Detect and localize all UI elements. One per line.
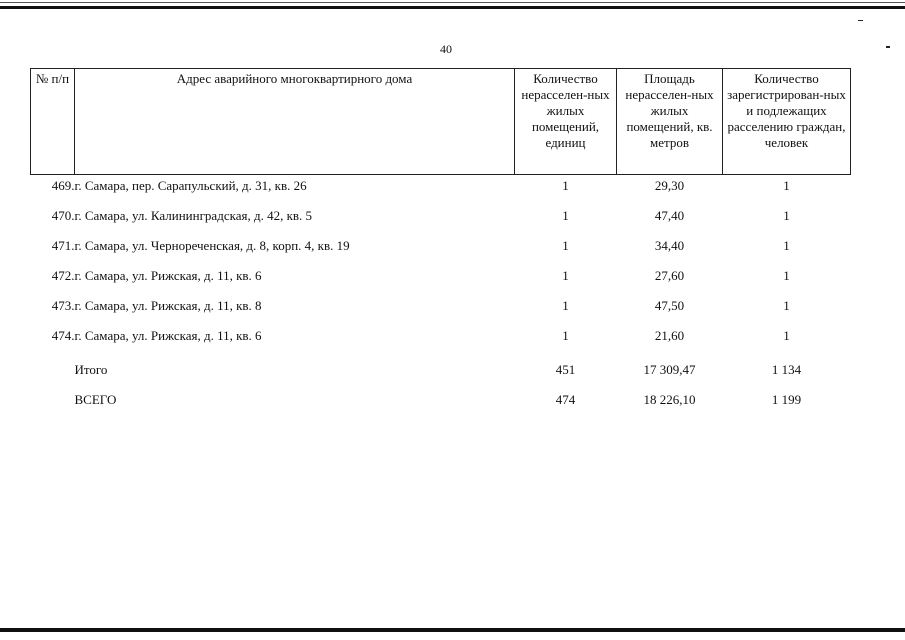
row-unit-count: 1 bbox=[562, 297, 569, 313]
row-address: г. Самара, ул. Калининградская, д. 42, кв. 5 bbox=[74, 207, 313, 223]
header-unit-count: Количество нерасселен-ных жилых помещений, единиц bbox=[515, 69, 617, 175]
row-area: 21,60 bbox=[654, 327, 685, 343]
table-row bbox=[31, 175, 851, 205]
scan-top-border bbox=[0, 6, 905, 9]
row-residents: 1 bbox=[783, 267, 790, 283]
header-area: Площадь нерасселен-ных жилых помещений, кв. метров bbox=[617, 69, 723, 175]
grand-total-row bbox=[31, 385, 851, 415]
row-area: 47,50 bbox=[654, 297, 685, 313]
table-row bbox=[31, 325, 851, 355]
grand-total-unit-count: 474 bbox=[555, 391, 576, 407]
grand-total-label: ВСЕГО bbox=[74, 391, 117, 407]
row-number: 473. bbox=[51, 297, 75, 313]
grand-total-area: 18 226,10 bbox=[643, 391, 696, 407]
table-row bbox=[31, 295, 851, 325]
row-unit-count: 1 bbox=[562, 327, 569, 343]
row-area: 29,30 bbox=[654, 178, 685, 193]
row-address: г. Самара, пер. Сарапульский, д. 31, кв. 26 bbox=[74, 178, 307, 193]
row-number-empty bbox=[31, 355, 75, 385]
row-area: 47,40 bbox=[654, 207, 685, 223]
scan-bottom-border bbox=[0, 628, 905, 632]
subtotal-unit-count: 451 bbox=[555, 361, 576, 377]
subtotal-label: Итого bbox=[74, 361, 108, 377]
table-header-row bbox=[31, 69, 851, 175]
row-number: 474. bbox=[51, 327, 75, 343]
table-row bbox=[31, 235, 851, 265]
table-row bbox=[31, 205, 851, 235]
header-address: Адрес аварийного многоквартирного дома bbox=[75, 69, 515, 175]
scan-edge-line bbox=[0, 2, 905, 3]
row-address: г. Самара, ул. Чернореченская, д. 8, корп. 4, кв. 19 bbox=[74, 237, 350, 253]
row-address: г. Самара, ул. Рижская, д. 11, кв. 6 bbox=[74, 267, 262, 283]
subtotal-row bbox=[31, 355, 851, 385]
row-residents: 1 bbox=[783, 207, 790, 223]
row-number: 469. bbox=[51, 178, 75, 193]
row-address: г. Самара, ул. Рижская, д. 11, кв. 6 bbox=[74, 327, 262, 343]
resettlement-table bbox=[30, 68, 851, 415]
row-unit-count: 1 bbox=[562, 267, 569, 283]
row-residents: 1 bbox=[783, 237, 790, 253]
row-residents: 1 bbox=[783, 327, 790, 343]
row-unit-count: 1 bbox=[562, 207, 569, 223]
scan-speck bbox=[858, 20, 863, 21]
row-unit-count: 1 bbox=[562, 178, 569, 193]
row-number: 472. bbox=[51, 267, 75, 283]
row-residents: 1 bbox=[783, 178, 790, 193]
table-row bbox=[31, 265, 851, 295]
row-unit-count: 1 bbox=[562, 237, 569, 253]
row-address: г. Самара, ул. Рижская, д. 11, кв. 8 bbox=[74, 297, 262, 313]
row-area: 27,60 bbox=[654, 267, 685, 283]
page-number: 40 bbox=[440, 42, 452, 56]
row-number: 470. bbox=[51, 207, 75, 223]
row-area: 34,40 bbox=[654, 237, 685, 253]
row-residents: 1 bbox=[783, 297, 790, 313]
row-number: 471. bbox=[51, 237, 75, 253]
grand-total-residents: 1 199 bbox=[771, 391, 802, 407]
subtotal-area: 17 309,47 bbox=[643, 361, 696, 377]
header-residents: Количество зарегистрирован-ных и подлежащих расселению граждан, человек bbox=[723, 69, 851, 175]
scan-speck bbox=[886, 46, 890, 48]
row-number-empty bbox=[31, 385, 75, 415]
subtotal-residents: 1 134 bbox=[771, 361, 802, 377]
header-number: № п/п bbox=[31, 69, 75, 175]
